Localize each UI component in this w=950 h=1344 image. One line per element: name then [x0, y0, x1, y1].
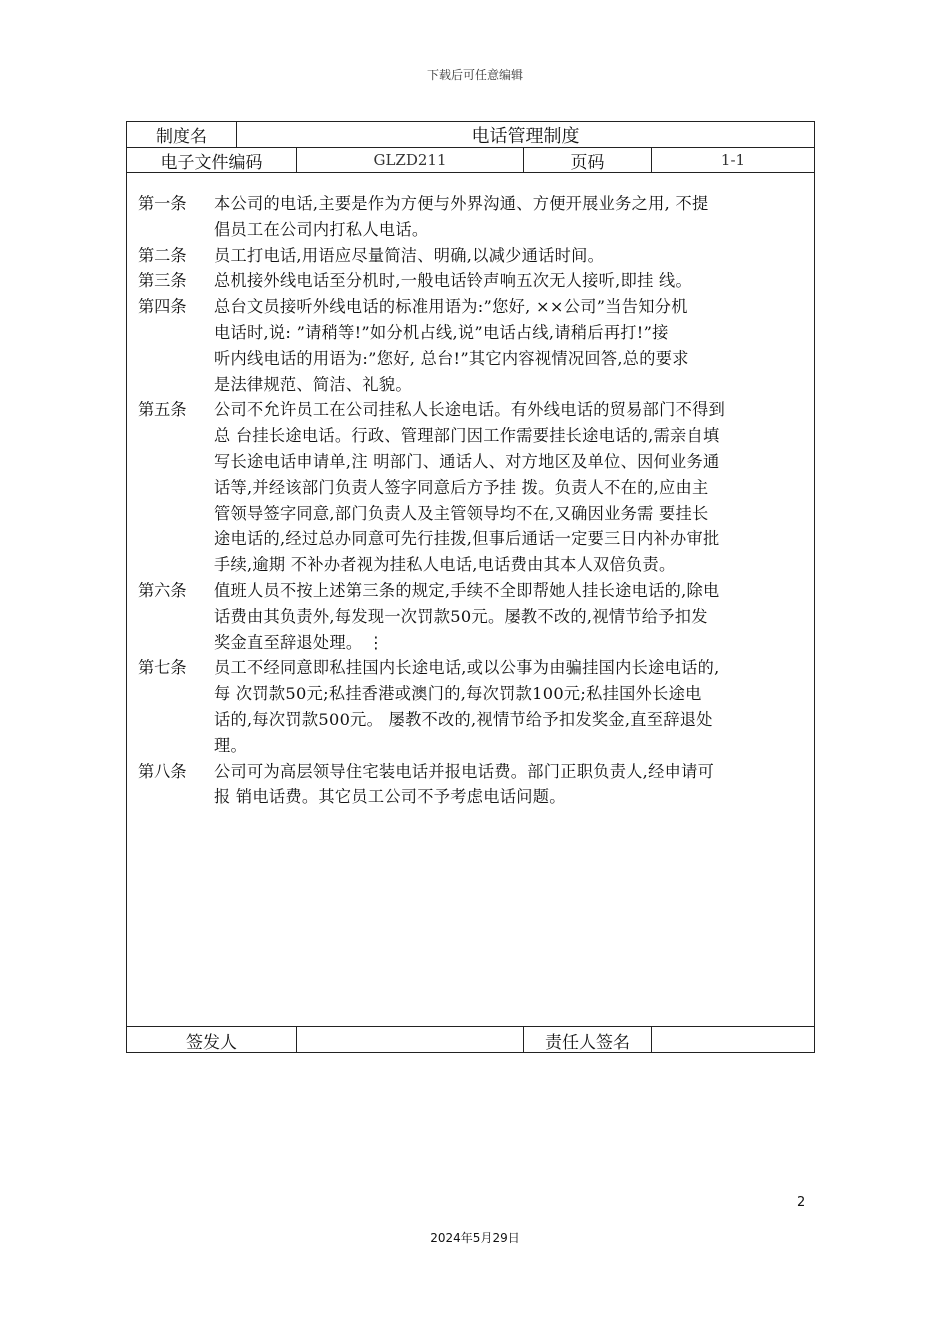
- clause-line: 手续,逾期 不补办者视为挂私人电话,电话费由其本人双倍负责。: [214, 555, 676, 575]
- signer-label-cell: [127, 1027, 297, 1053]
- clause-number: 第一条: [138, 194, 187, 213]
- clauses-body: [127, 173, 814, 1026]
- clause-number: 第八条: [138, 761, 187, 781]
- footer-date: 2024年5月29日: [430, 1231, 520, 1245]
- page-label-cell: [524, 148, 652, 172]
- signature-row: [127, 1026, 814, 1053]
- signer-value-cell[interactable]: [297, 1027, 524, 1053]
- page-value-cell: [652, 148, 814, 172]
- clause-line: 听内线电话的用语为:”您好, 总台!”其它内容视情况回答,总的要求: [214, 348, 689, 368]
- clause: [138, 655, 806, 758]
- clause-text: [214, 191, 806, 243]
- clause-text: [214, 268, 806, 294]
- clause-line: 理。: [214, 735, 247, 755]
- clause-text: [214, 578, 806, 655]
- signer-label: 签发人: [186, 1032, 237, 1053]
- clause: [138, 191, 806, 243]
- code-value-cell: [297, 148, 524, 172]
- clause: [138, 397, 806, 578]
- clause: [138, 268, 806, 294]
- clause-line: 员工不经同意即私挂国内长途电话,或以公事为由骗挂国内长途电话的,: [214, 658, 720, 678]
- clause-line: 公司可为高层领导住宅装电话并报电话费。部门正职负责人,经申请可: [214, 761, 715, 781]
- clause-number: 第七条: [138, 658, 187, 678]
- clause-line: 奖金直至辞退处理。 ⋮: [214, 632, 385, 652]
- clause-line: 话费由其负责外,每发现一次罚款50元。屡教不改的,视情节给予扣发: [214, 606, 708, 626]
- clause-line: 本公司的电话,主要是作为方便与外界沟通、方便开展业务之用, 不提: [214, 194, 709, 213]
- clause-line: 话等,并经该部门负责人签字同意后方予挂 拨。负责人不在的,应由主: [214, 477, 709, 497]
- name-label: 制度名: [156, 127, 207, 147]
- page-number: 2: [797, 1195, 806, 1210]
- clause-text: [214, 397, 806, 578]
- clause-line: 报 销电话费。其它员工公司不予考虑电话问题。: [214, 787, 566, 807]
- clause-line: 途电话的,经过总办同意可先行挂拨,但事后通话一定要三日内补办审批: [214, 529, 720, 549]
- responsible-label-cell: [524, 1027, 652, 1053]
- clause-line: 值班人员不按上述第三条的规定,手续不全即帮她人挂长途电话的,除电: [214, 581, 720, 600]
- clause-line: 每 次罚款50元;私挂香港或澳门的,每次罚款100元;私挂国外长途电: [214, 684, 702, 704]
- code-label-cell: [127, 148, 297, 172]
- clause-text: [214, 294, 806, 397]
- document-table: [126, 121, 815, 1053]
- clause: [138, 294, 806, 397]
- clause-line: 是法律规范、简洁、礼貌。: [214, 374, 412, 394]
- code-label: 电子文件编码: [160, 152, 263, 173]
- clause: [138, 243, 806, 269]
- clause-number: 第五条: [138, 400, 187, 420]
- responsible-label: 责任人签名: [545, 1032, 630, 1053]
- clause-number: 第四条: [138, 297, 187, 317]
- clause: [138, 578, 806, 655]
- clause-line: 倡员工在公司内打私人电话。: [214, 219, 429, 239]
- clause-text: [214, 759, 806, 811]
- document-title: 电话管理制度: [471, 125, 580, 147]
- clause-text: [214, 655, 806, 758]
- code-row: [127, 148, 814, 173]
- title-cell: [237, 122, 814, 147]
- responsible-value-cell[interactable]: [652, 1027, 814, 1053]
- clause-number: 第二条: [138, 245, 187, 265]
- clause-number: 第三条: [138, 271, 187, 291]
- title-row: [127, 122, 814, 148]
- clause-line: 管领导签字同意,部门负责人及主管领导均不在,又确因业务需 要挂长: [214, 503, 709, 523]
- clause-line: 话的,每次罚款500元。 屡教不改的,视情节给予扣发奖金,直至辞退处: [214, 709, 713, 729]
- code-value: GLZD211: [373, 151, 447, 169]
- clause-line: 总台文员接听外线电话的标准用语为:”您好, ××公司”当告知分机: [214, 297, 688, 317]
- page-value: 1-1: [720, 151, 746, 169]
- clause: [138, 759, 806, 811]
- clause-number: 第六条: [138, 581, 187, 600]
- page-label: 页码: [570, 152, 605, 173]
- clause-text: [214, 243, 806, 269]
- clause-line: 员工打电话,用语应尽量简洁、明确,以减少通话时间。: [214, 245, 605, 265]
- clause-line: 公司不允许员工在公司挂私人长途电话。有外线电话的贸易部门不得到: [214, 400, 726, 420]
- clause-line: 写长途电话申请单,注 明部门、通话人、对方地区及单位、因何业务通: [214, 451, 720, 471]
- clause-line: 电话时,说: ”请稍等!”如分机占线,说”电话占线,请稍后再打!”接: [214, 322, 669, 342]
- header-note: 下载后可任意编辑: [426, 68, 523, 82]
- clause-line: 总机接外线电话至分机时,一般电话铃声响五次无人接听,即挂 线。: [214, 271, 692, 291]
- clause-line: 总 台挂长途电话。行政、管理部门因工作需要挂长途电话的,需亲自填: [214, 426, 720, 446]
- name-label-cell: [127, 122, 237, 147]
